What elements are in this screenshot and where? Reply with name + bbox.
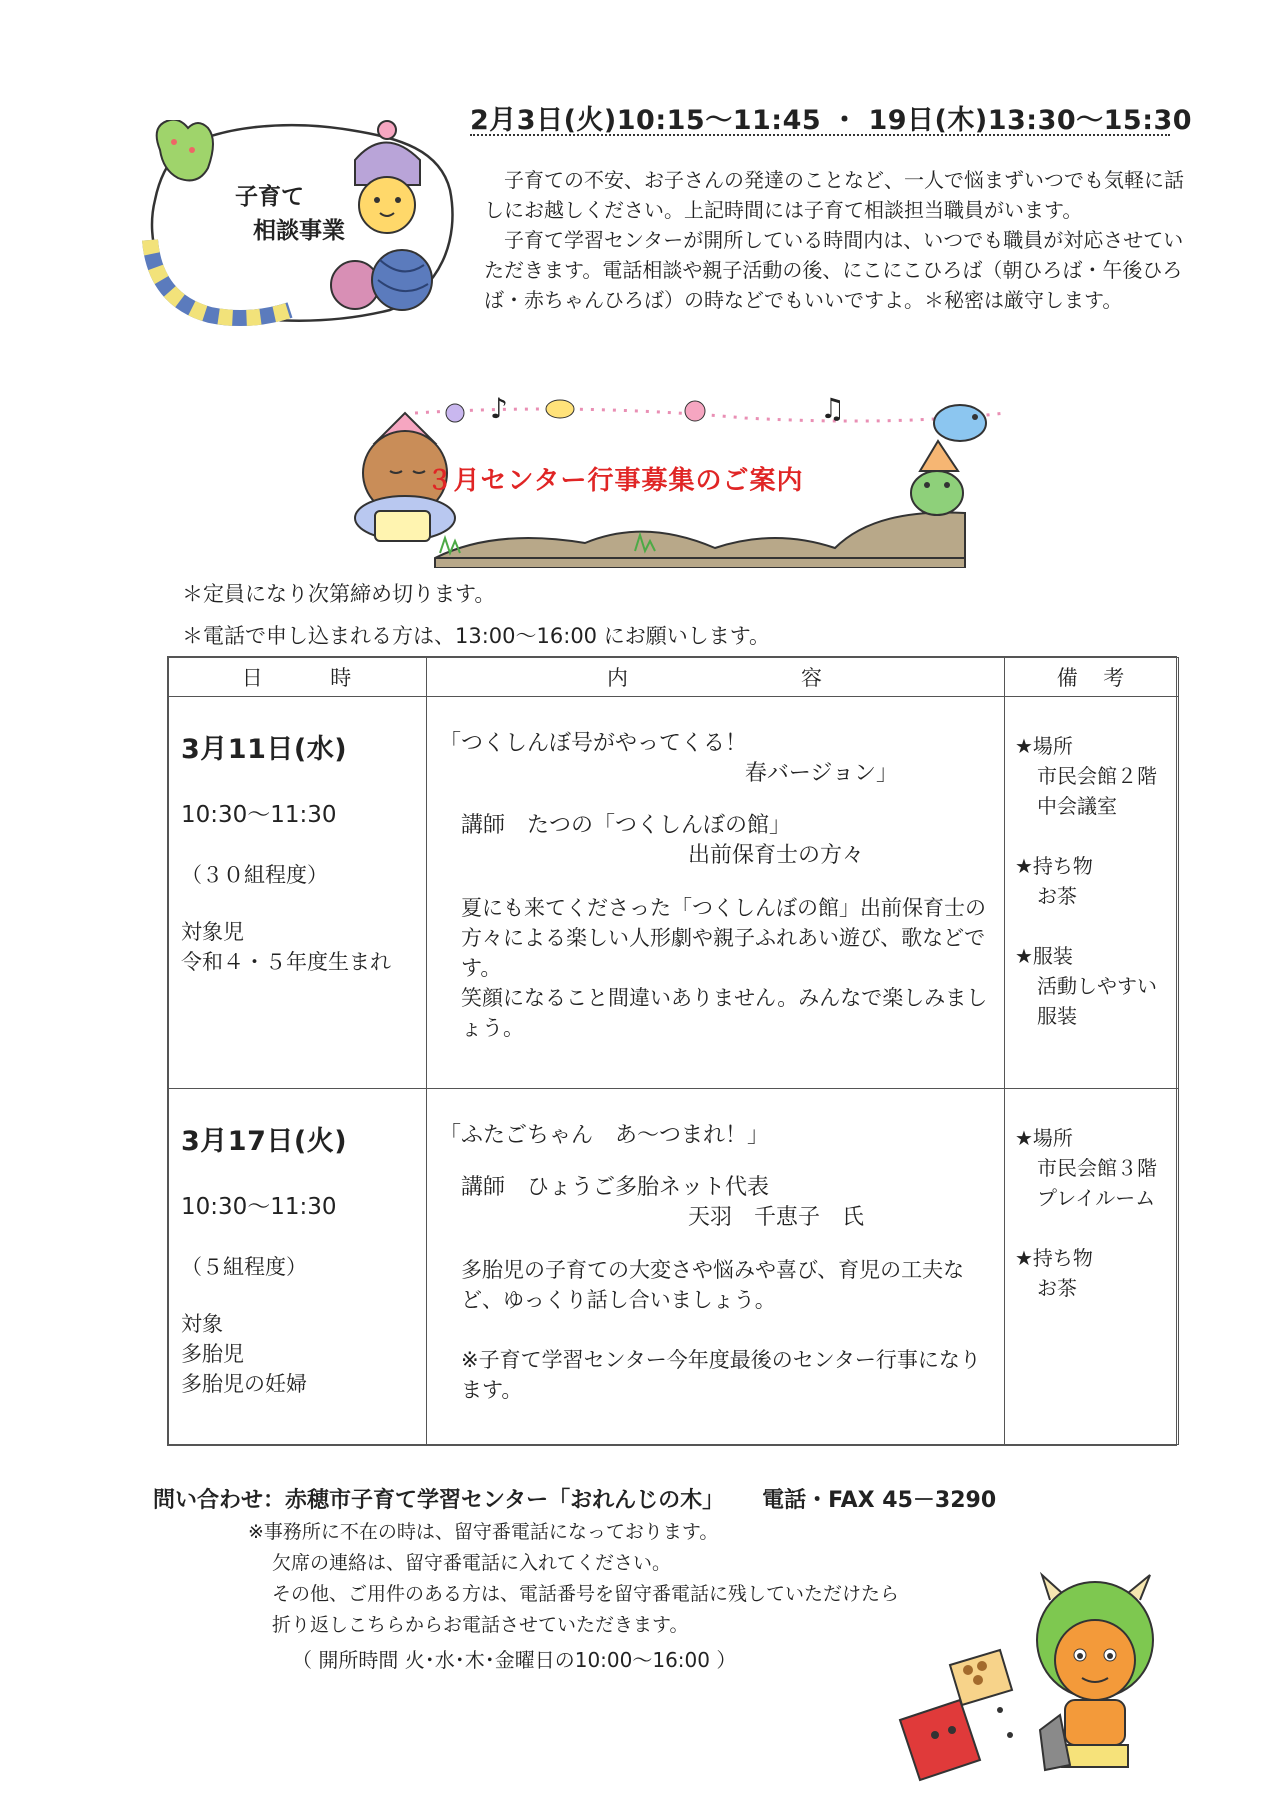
music-note-icon [490, 393, 508, 425]
event-title: 「つくしんぼ号がやってくる！ [439, 731, 748, 756]
bird-icon [934, 405, 986, 441]
event-remarks-cell [1005, 1089, 1179, 1445]
svg-text:♫: ♫ [820, 393, 846, 425]
frog-icon [911, 441, 963, 515]
consult-label-line2: 相談事業 [253, 218, 345, 244]
header-content: 内 容 [427, 658, 1005, 697]
header-date: 日 時 [169, 658, 427, 697]
remark-place: ★場所 市民会館３階 プレイルーム [1015, 1126, 1157, 1210]
event-target: 対象 多胎児 多胎児の妊婦 [181, 1312, 307, 1396]
footer-note: 折り返しこちらからお電話させていただきます。 [272, 1614, 689, 1636]
event-title: 「ふたごちゃん あ～つまれ！」 [439, 1123, 770, 1148]
contact-phone: 電話・FAX 45－3290 [762, 1488, 997, 1513]
remark-dress: ★服装 活動しやすい 服装 [1015, 944, 1157, 1028]
flower-icon [446, 404, 464, 422]
red-oni-box-icon [900, 1700, 980, 1780]
event-target: 対象児 令和４・５年度生まれ [181, 920, 391, 974]
event-lecturer-cont: 出前保育士の方々 [687, 843, 864, 868]
contact-line [153, 1483, 996, 1514]
event-lecturer: 講師 ひょうご多胎ネット代表 [461, 1175, 770, 1200]
footer-note: ※事務所に不在の時は、留守番電話になっております。 [248, 1521, 719, 1543]
music-note-icon [820, 393, 845, 425]
oni-mask-illustration [890, 1560, 1180, 1800]
event-date: 3月11日(水) [181, 734, 348, 765]
svg-text:♪: ♪ [490, 393, 508, 425]
consult-description [484, 165, 1194, 315]
contact-name: 問い合わせ：赤穂市子育て学習センター「おれんじの木」 [153, 1488, 725, 1513]
remark-bring: ★持ち物 お茶 [1015, 854, 1093, 908]
table-row [169, 697, 1179, 1089]
note-phone-hours: ＊電話で申し込まれる方は、13:00～16:00 にお願いします。 [182, 624, 771, 648]
event-title-cont: 春バージョン」 [744, 761, 898, 786]
footer-note: 欠席の連絡は、留守番電話に入れてください。 [272, 1552, 672, 1574]
table-header-row [169, 658, 1179, 697]
event-date: 3月17日(火) [181, 1126, 348, 1157]
event-time: 10:30～11:30 [181, 1194, 337, 1220]
consult-label-line1: 子育て [235, 184, 304, 210]
remark-place: ★場所 市民会館２階 中会議室 [1015, 734, 1157, 818]
footer-note: その他、ご用件のある方は、電話番号を留守番電話に残していただけたら [272, 1583, 900, 1605]
remark-bring: ★持ち物 お茶 [1015, 1246, 1093, 1300]
butterfly-icon [546, 400, 574, 418]
bean-box-icon [950, 1650, 1012, 1705]
event-content-cell [427, 697, 1005, 1089]
oni-icon [1037, 1575, 1153, 1770]
events-table [167, 656, 1177, 1446]
consult-label [235, 180, 385, 248]
event-time: 10:30～11:30 [181, 802, 337, 828]
banner-title: ３月センター行事募集のご案内 [426, 466, 804, 496]
table-row [169, 1089, 1179, 1445]
header-remarks: 備 考 [1005, 658, 1179, 697]
consult-paragraph: 子育ての不安、お子さんの発達のことなど、一人で悩まずいつでも気軽に話しにお越しください。上記時間には子育て相談担当職員がいます。 [484, 168, 1184, 222]
event-description: 夏にも来てくださった「つくしんぼの館」出前保育士の方々による楽しい人形劇や親子ふれあい遊び、歌などです。 笑顔になること間違いありません。みんなで楽しみましょう。 [461, 896, 988, 1040]
event-capacity: （３０組程度） [181, 863, 328, 887]
consult-paragraph: 子育て学習センターが開所している時間内は、いつでも職員が対応させていただきます。電話相談や親子活動の後、にこにこひろば（朝ひろば・午後ひろば・赤ちゃんひろば）の時などでもいいですよ。＊秘密は厳守します。 [484, 228, 1184, 312]
event-remarks-cell [1005, 697, 1179, 1089]
event-content-cell [427, 1089, 1005, 1445]
opening-hours: （ 開所時間 火･水･木･金曜日の10:00～16:00 ） [292, 1648, 737, 1672]
note-capacity: ＊定員になり次第締め切ります。 [182, 582, 496, 606]
footer-notes [248, 1517, 899, 1641]
event-lecturer: 講師 たつの「つくしんぼの館」 [461, 813, 792, 838]
event-lecturer-cont: 天羽 千恵子 氏 [687, 1205, 864, 1230]
yarn-balls-icon [331, 250, 432, 310]
event-date-cell [169, 1089, 427, 1445]
event-capacity: （５組程度） [181, 1255, 307, 1279]
flower-icon [685, 401, 705, 421]
scarf-icon [150, 240, 290, 318]
event-date-cell [169, 697, 427, 1089]
event-description: 多胎児の子育ての大変さや悩みや喜び、育児の工夫など、ゆっくり話し合いましょう。 ※子育て学習センター今年度最後のセンター行事になります。 [461, 1258, 981, 1402]
title-underline [470, 134, 1170, 136]
consult-schedule-title: 2月3日(火)10:15～11:45 ・ 19日(木)13:30～15:30 [470, 105, 1193, 136]
